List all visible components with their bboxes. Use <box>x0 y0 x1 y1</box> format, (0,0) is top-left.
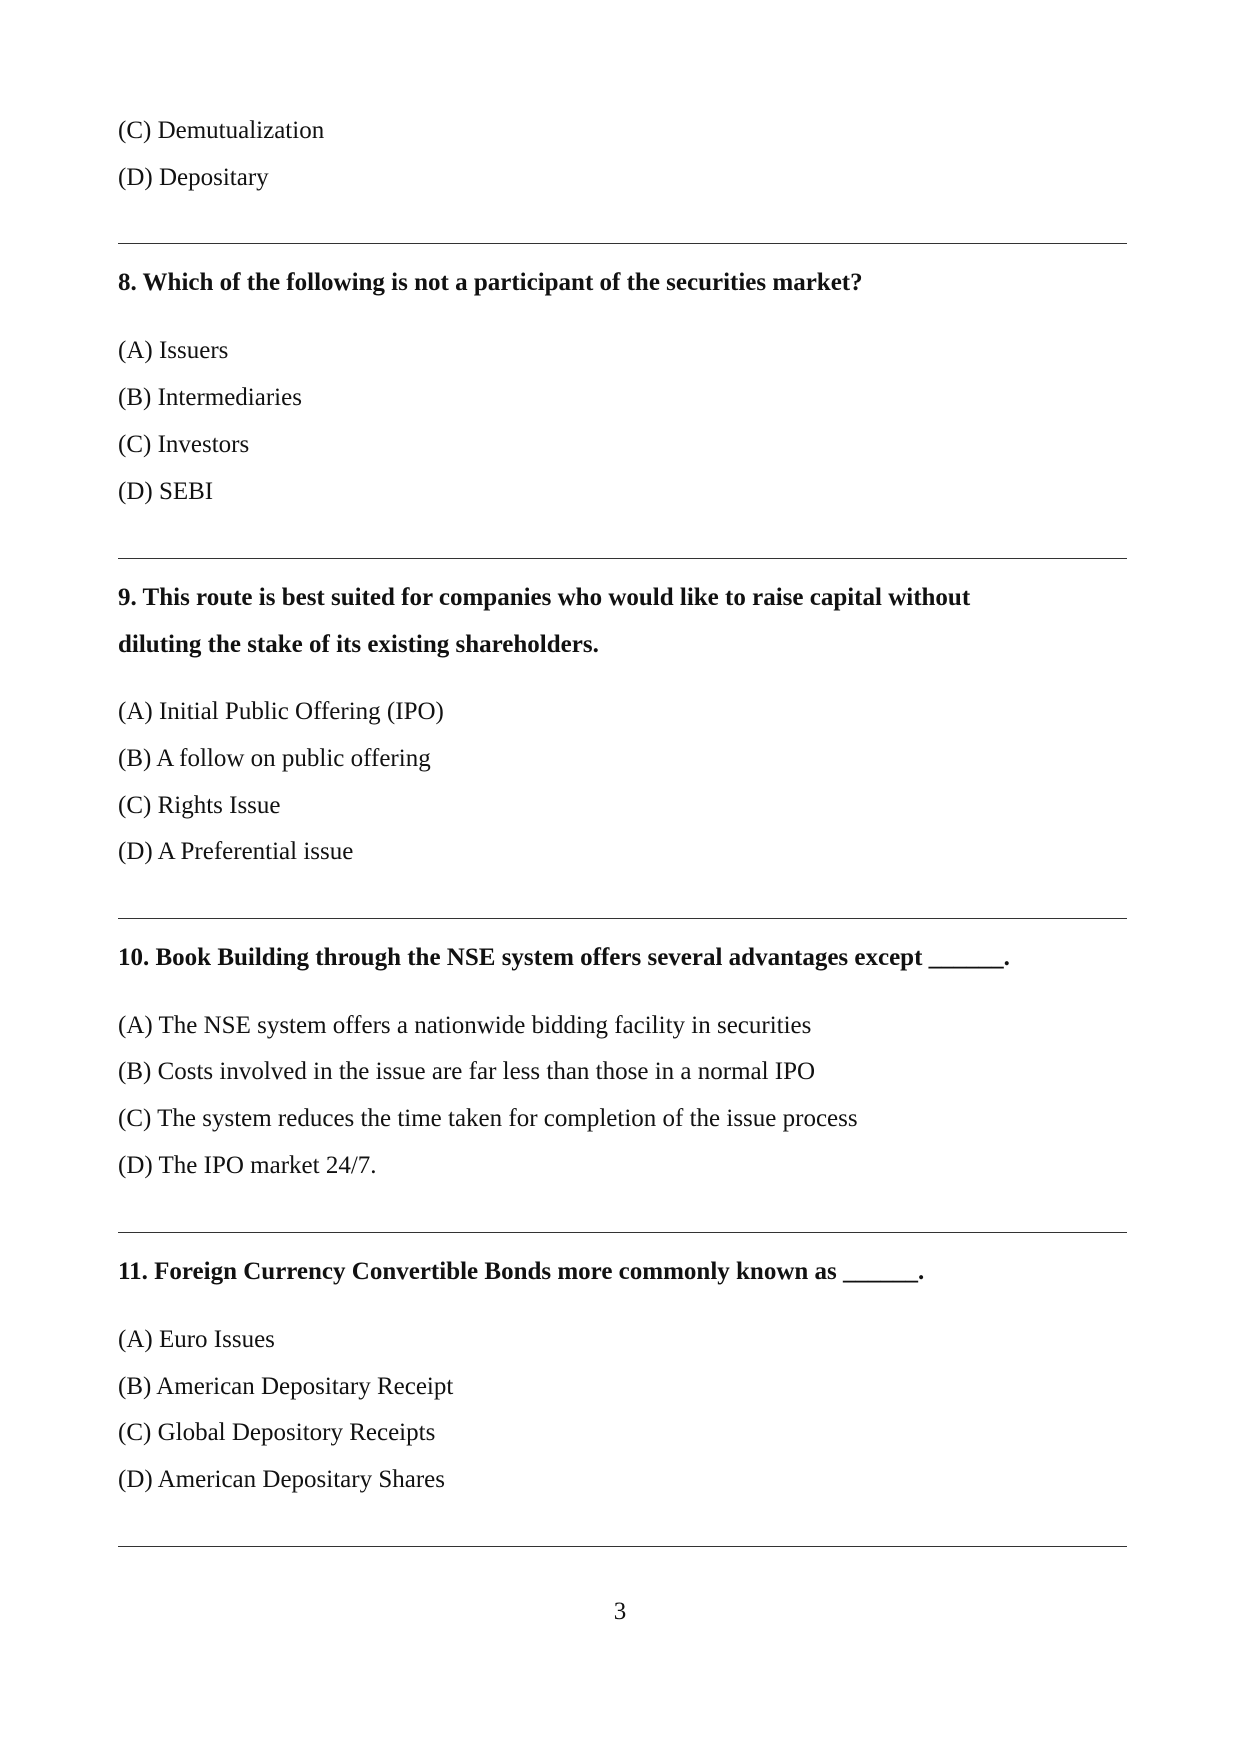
question-9-text-line-2: diluting the stake of its existing shareholders. <box>118 631 599 658</box>
question-9-option-c: (C) Rights Issue <box>118 792 281 819</box>
question-10-option-b: (B) Costs involved in the issue are far less than those in a normal IPO <box>118 1058 816 1085</box>
question-10-text: 10. Book Building through the NSE system offers several advantages except ______. <box>118 944 1010 971</box>
question-8-option-d: (D) SEBI <box>118 478 214 505</box>
divider <box>118 243 1127 244</box>
question-10-option-a: (A) The NSE system offers a nationwide bidding facility in securities <box>118 1012 812 1039</box>
question-8-option-a: (A) Issuers <box>118 337 229 364</box>
divider <box>118 1546 1127 1547</box>
option-d-prev: (D) Depositary <box>118 164 269 191</box>
divider <box>118 558 1127 559</box>
page-number: 3 <box>613 1598 627 1625</box>
question-8-option-b: (B) Intermediaries <box>118 384 302 411</box>
question-9-option-a: (A) Initial Public Offering (IPO) <box>118 698 444 725</box>
question-9-option-b: (B) A follow on public offering <box>118 745 431 772</box>
question-11-text: 11. Foreign Currency Convertible Bonds more commonly known as ______. <box>118 1258 925 1285</box>
question-11-option-a: (A) Euro Issues <box>118 1326 275 1353</box>
question-9-option-d: (D) A Preferential issue <box>118 838 354 865</box>
question-8-option-c: (C) Investors <box>118 431 250 458</box>
question-10-option-d: (D) The IPO market 24/7. <box>118 1152 377 1179</box>
question-9-text-line-1: 9. This route is best suited for companies who would like to raise capital without <box>118 584 971 611</box>
option-c-prev: (C) Demutualization <box>118 117 325 144</box>
divider <box>118 1232 1127 1233</box>
question-8-text: 8. Which of the following is not a participant of the securities market? <box>118 269 863 296</box>
question-10-option-c: (C) The system reduces the time taken for completion of the issue process <box>118 1105 858 1132</box>
divider <box>118 918 1127 919</box>
question-11-option-b: (B) American Depositary Receipt <box>118 1373 454 1400</box>
question-11-option-c: (C) Global Depository Receipts <box>118 1419 436 1446</box>
question-11-option-d: (D) American Depositary Shares <box>118 1466 445 1493</box>
